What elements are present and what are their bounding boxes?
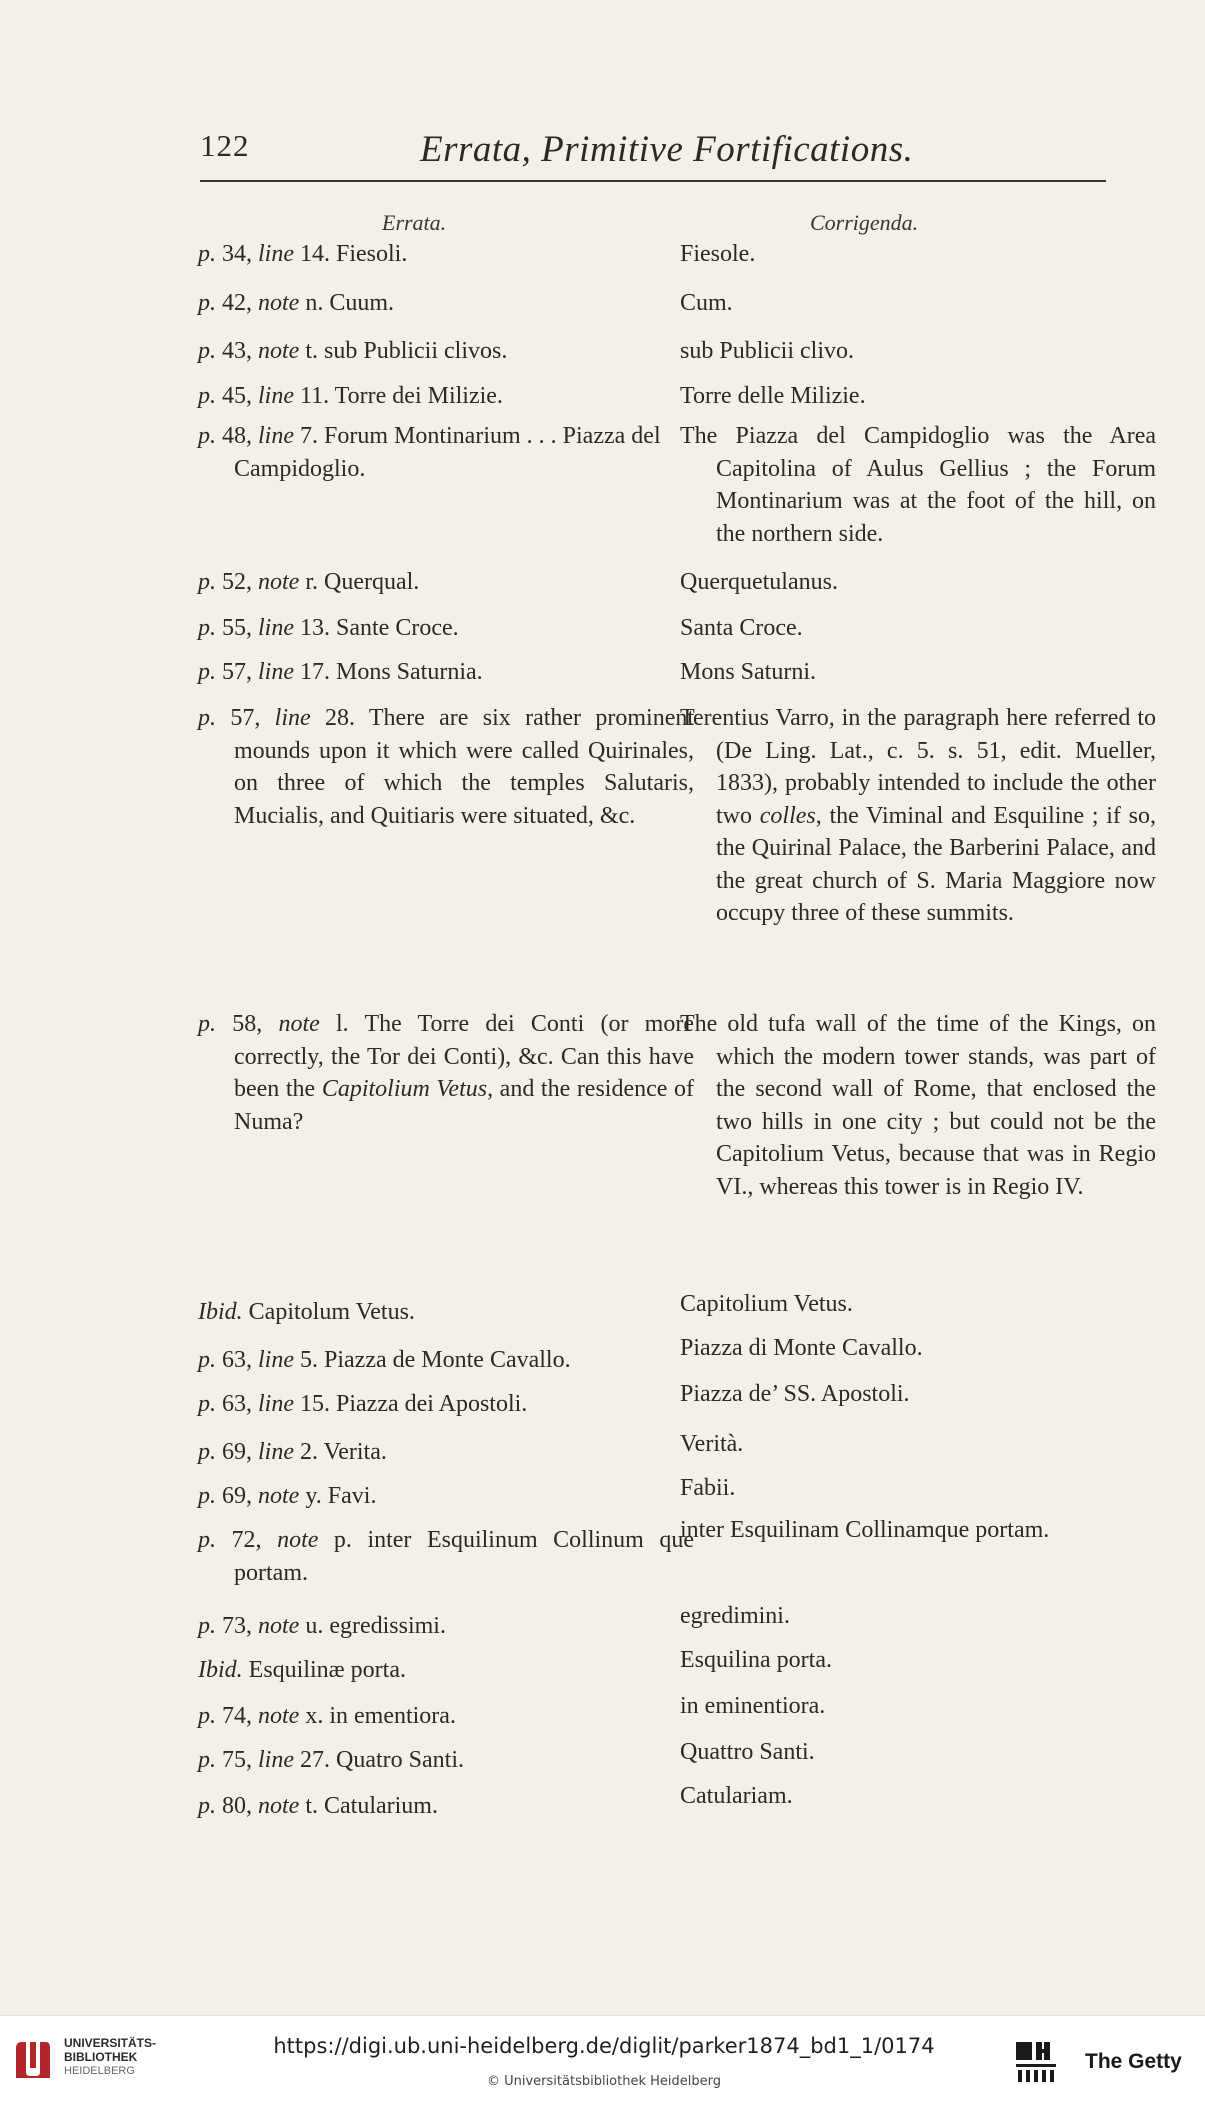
corrigenda-column-heading: Corrigenda. xyxy=(810,210,919,235)
errata-column-heading: Errata. xyxy=(382,210,447,235)
errata-entry: p. 58, note l. The Torre dei Conti (or more correctly, the Tor dei Conti), &c. Can this have been the Capitolium Vetus, and the residence of Numa? xyxy=(198,1011,695,1135)
errata-entry: Ibid. Esquilinæ porta. xyxy=(198,1657,406,1683)
corrigenda-entry: Cum. xyxy=(680,290,733,316)
corrigenda-entry: Piazza di Monte Cavallo. xyxy=(680,1335,923,1361)
errata-entry: p. 57, line 17. Mons Saturnia. xyxy=(198,659,483,685)
corrigenda-entry: Querquetulanus. xyxy=(680,569,838,595)
copyright-notice: © Universitätsbibliothek Heidelberg xyxy=(486,2074,721,2089)
corrigenda-entry: Esquilina porta. xyxy=(680,1647,832,1673)
errata-entry: p. 43, note t. sub Publicii clivos. xyxy=(198,338,508,364)
corrigenda-entry: Santa Croce. xyxy=(680,615,803,641)
corrigenda-entry: The old tufa wall of the time of the Kings, on which the modern tower stands, was part of the second wall of Rome, that enclosed the two hills in one city ; but could not be the Capitolium Vetus, because that was in Regio VI., whereas this tower is in Regio IV. xyxy=(680,1011,1156,1200)
viewer-footer xyxy=(0,2015,1205,2103)
corrigenda-entry: sub Publicii clivo. xyxy=(680,338,854,364)
errata-entry: p. 72, note p. inter Esquilinum Collinum que portam. xyxy=(198,1527,695,1586)
errata-entry: p. 73, note u. egredissimi. xyxy=(198,1613,446,1639)
corrigenda-entry: Torre delle Milizie. xyxy=(680,383,866,409)
errata-entry: p. 42, note n. Cuum. xyxy=(198,290,395,316)
corrigenda-entry: Verità. xyxy=(680,1431,744,1457)
errata-entry: p. 48, line 7. Forum Montinarium . . . Piazza del Campidoglio. xyxy=(198,423,661,482)
errata-entry: p. 63, line 5. Piazza de Monte Cavallo. xyxy=(198,1347,571,1373)
corrigenda-entry: Fiesole. xyxy=(680,241,756,267)
getty-name: The Getty xyxy=(1085,2050,1182,2073)
corrigenda-entry: inter Esquilinam Collinamque portam. xyxy=(680,1517,1050,1543)
corrigenda-entry: Mons Saturni. xyxy=(680,659,817,685)
university-library-name: UNIVERSITÄTS- BIBLIOTHEK HEIDELBERG xyxy=(64,2036,157,2077)
corrigenda-entry: Catulariam. xyxy=(680,1783,793,1809)
errata-entry: p. 52, note r. Querqual. xyxy=(198,569,420,595)
getty-logo[interactable] xyxy=(1014,2040,1058,2084)
header-rule xyxy=(200,180,1106,182)
page-number: 122 xyxy=(200,128,250,163)
running-title: Errata, Primitive Fortifications. xyxy=(420,129,914,170)
corrigenda-entry: Piazza de’ SS. Apostoli. xyxy=(680,1381,910,1407)
errata-entry: p. 34, line 14. Fiesoli. xyxy=(198,241,408,267)
errata-entry: p. 74, note x. in ementiora. xyxy=(198,1703,456,1729)
errata-entry: p. 69, note y. Favi. xyxy=(198,1483,377,1509)
errata-entry: p. 57, line 28. There are six rather prominent mounds upon it which were called Quirinales, on three of which the temples Salutaris, Mucialis, and Quitiaris were situated, &c. xyxy=(198,705,695,829)
corrigenda-entry: Capitolium Vetus. xyxy=(680,1291,853,1317)
corrigenda-entry: Fabii. xyxy=(680,1475,736,1501)
errata-entry: p. 55, line 13. Sante Croce. xyxy=(198,615,459,641)
errata-entry: p. 80, note t. Catularium. xyxy=(198,1793,438,1819)
permalink-url[interactable]: https://digi.ub.uni-heidelberg.de/diglit/parker1874_bd1_1/0174 xyxy=(273,2034,935,2058)
errata-entry: Ibid. Capitolum Vetus. xyxy=(198,1299,415,1325)
corrigenda-entry: egredimini. xyxy=(680,1603,790,1629)
errata-entry: p. 69, line 2. Verita. xyxy=(198,1439,387,1465)
corrigenda-entry: in eminentiora. xyxy=(680,1693,826,1719)
corrigenda-entry: Quattro Santi. xyxy=(680,1739,815,1765)
running-head xyxy=(200,128,1100,178)
errata-entry: p. 63, line 15. Piazza dei Apostoli. xyxy=(198,1391,528,1417)
errata-entry: p. 45, line 11. Torre dei Milizie. xyxy=(198,383,503,409)
corrigenda-entry: The Piazza del Campidoglio was the Area Capitolina of Aulus Gellius ; the Forum Montinarium was at the foot of the hill, on the northern side. xyxy=(680,423,1156,547)
errata-entry: p. 75, line 27. Quatro Santi. xyxy=(198,1747,464,1773)
corrigenda-entry: Terentius Varro, in the paragraph here referred to (De Ling. Lat., c. 5. s. 51, edit. Mueller, 1833), probably intended to include the other two colles, the Viminal and Esquiline ; if so, the Quirinal Palace, the Barberini Palace, and the great church of S. Maria Maggiore now occupy three of these summits. xyxy=(680,705,1157,926)
university-library-logo[interactable] xyxy=(12,2038,54,2082)
